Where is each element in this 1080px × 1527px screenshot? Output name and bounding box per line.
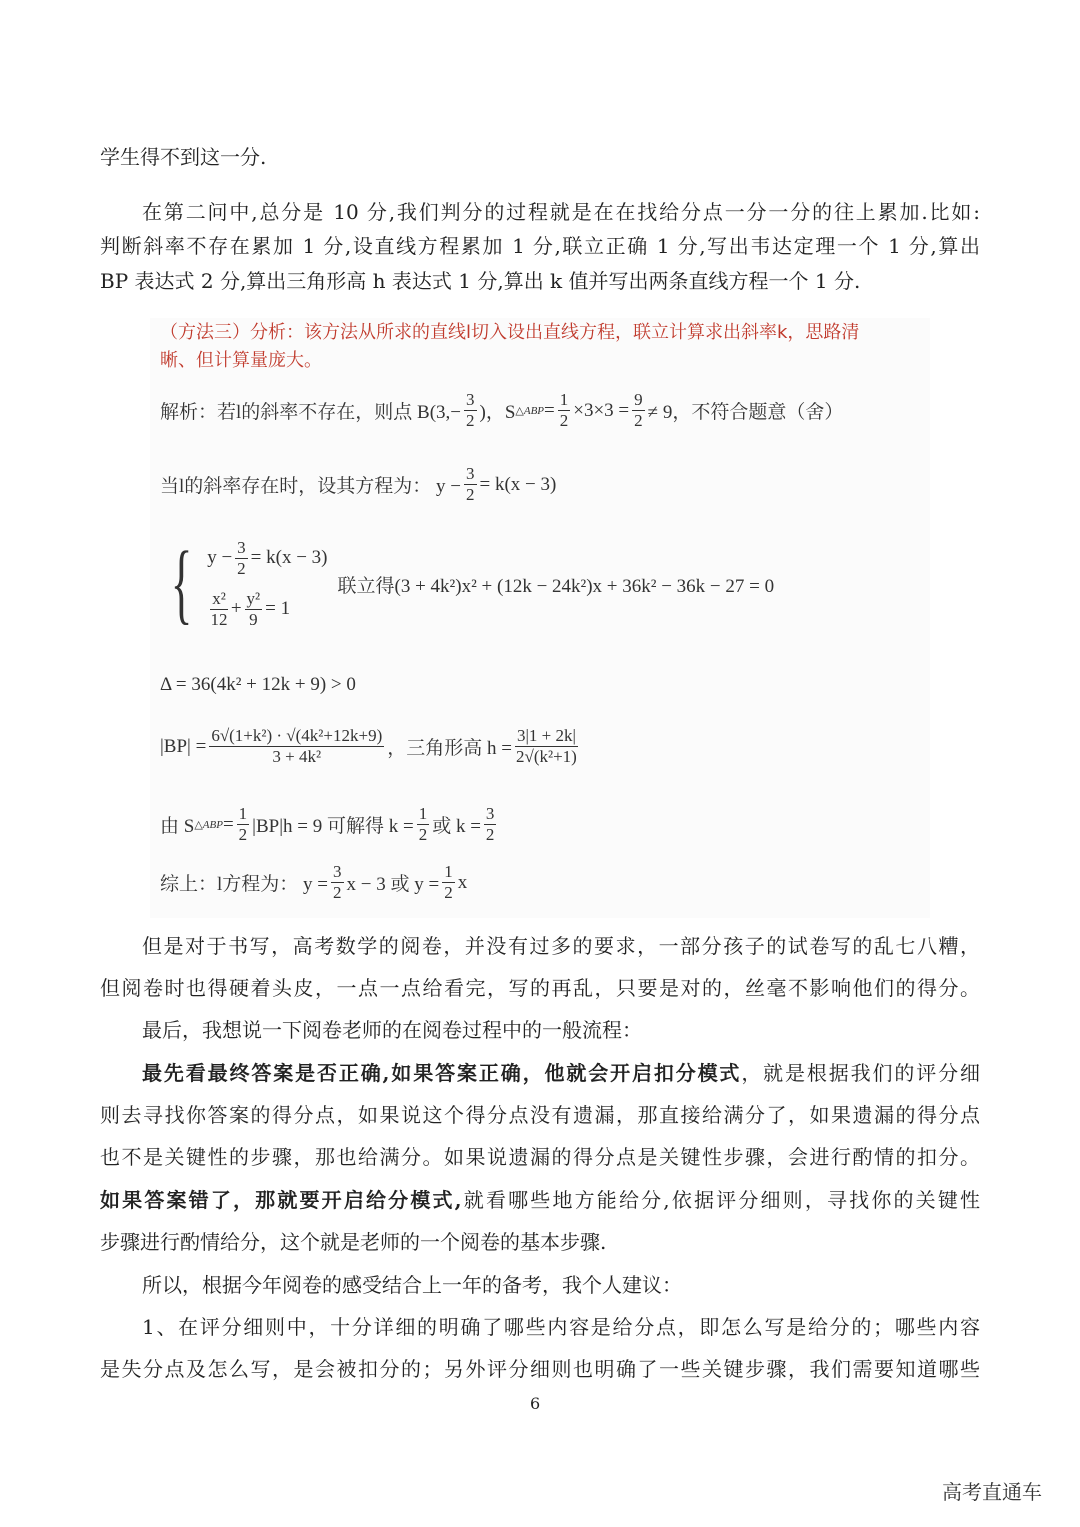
math-line [160, 862, 467, 903]
paragraph-line: 但是对于书写，高考数学的阅卷，并没有过多的要求，一部分孩子的试卷写的乱七八糟， [142, 934, 980, 958]
denominator: 2 [466, 485, 475, 504]
numerator: 9 [634, 390, 643, 409]
paragraph-line: 但阅卷时也得硬着头皮，一点一点给看完，写的再乱，只要是对的，丝毫不影响他们的得分。 [100, 976, 980, 1000]
numerator: 1 [559, 390, 569, 409]
fraction [484, 804, 497, 845]
fraction [464, 390, 477, 431]
math-text: x [457, 871, 468, 893]
paragraph-line: 则去寻找你答案的得分点，如果说这个得分点没有遗漏，那直接给满分了，如果遗漏的得分点 [100, 1103, 980, 1127]
math-text: 综上：l方程为： y = [160, 874, 328, 895]
math-text: |BP|h = 9 可解得 k = [252, 816, 414, 837]
solution-image [150, 318, 930, 918]
math-text: 联立得(3 + 4k²)x² + (12k − 24k²)x + 36k² − 36k − 27 = 0 [337, 575, 775, 597]
math-text: = 1 [265, 597, 291, 619]
denominator: 2 [485, 825, 495, 844]
numerator: 6√(1+k²) · √(4k²+12k+9) [211, 726, 383, 745]
math-text: = [544, 399, 555, 421]
math-line [160, 804, 499, 845]
numerator: x² [212, 589, 226, 608]
analysis-line: （方法三）分析：该方法从所求的直线l切入设出直线方程，联立计算求出斜率k，思路清 [160, 322, 860, 343]
math-text: )，S [479, 402, 516, 423]
fraction [417, 804, 430, 845]
numerator: 3 [485, 804, 495, 823]
paragraph-line: 如果答案错了，那就要开启给分模式,就看哪些地方能给分,依据评分细则，寻找你的关键性 [100, 1188, 981, 1212]
fraction [558, 390, 571, 431]
fraction [442, 862, 455, 903]
math-text: ≠ 9，不符合题意（舍） [647, 402, 844, 423]
math-line: Δ = 36(4k² + 12k + 9) > 0 [160, 674, 356, 695]
denominator: 2 [418, 825, 428, 844]
subscript: △ABP [515, 405, 545, 417]
numerator: 3 [333, 862, 342, 881]
fraction [464, 464, 477, 505]
math-text: ，三角形高 h = [387, 738, 512, 759]
fraction [245, 589, 263, 630]
numerator: 3 [466, 390, 475, 409]
math-text: ×3×3 = [573, 399, 630, 421]
numerator: 3 [237, 538, 246, 557]
paragraph-line: 是失分点及怎么写，是会被扣分的；另外评分细则也明确了一些关键步骤，我们需要知道哪些 [100, 1357, 980, 1381]
denominator: 2 [444, 883, 453, 902]
paragraph-line: 学生得不到这一分. [100, 145, 267, 169]
paragraph-line: 1、在评分细则中，十分详细的明确了哪些内容是给分点，即怎么写是给分的；哪些内容 [142, 1315, 980, 1339]
fraction [210, 589, 228, 630]
denominator: 2 [237, 559, 246, 578]
math-text: 当l的斜率存在时，设其方程为： y − [160, 476, 461, 497]
paragraph-line: 最后，我想说一下阅卷老师的在阅卷过程中的一般流程： [142, 1018, 642, 1042]
denominator: 2 [559, 411, 569, 430]
math-line [160, 464, 556, 505]
math-text: 由 S [160, 816, 195, 837]
fraction [237, 804, 250, 845]
numerator: 1 [444, 862, 453, 881]
denominator: 2√(k²+1) [515, 747, 577, 766]
denominator: 2 [333, 883, 342, 902]
math-text: + [230, 597, 242, 619]
math-text: 或 k = [432, 816, 481, 837]
denominator: 2 [238, 825, 248, 844]
denominator: 2 [466, 411, 475, 430]
math-text: 解析：若l的斜率不存在，则点 B(3,− [160, 402, 461, 423]
denominator: 2 [634, 411, 643, 430]
paragraph-line: 所以，根据今年阅卷的感受结合上一年的备考，我个人建议： [142, 1273, 682, 1297]
paragraph-line: 判断斜率不存在累加 1 分,设直线方程累加 1 分,联立正确 1 分,写出韦达定理一个 1 分,算出 [100, 234, 980, 258]
math-line [160, 390, 843, 431]
math-text: x − 3 或 y = [346, 874, 440, 895]
equation-system [160, 534, 775, 633]
numerator: 3|1 + 2k| [516, 726, 576, 745]
math-text: |BP| = [160, 735, 207, 757]
numerator: 3 [466, 464, 475, 483]
fraction [515, 726, 578, 767]
numerator: y² [246, 589, 261, 608]
paragraph-line: 也不是关键性的步骤，那也给满分。如果说遗漏的得分点是关键性步骤，会进行酌情的扣分。 [100, 1145, 980, 1169]
denominator: 9 [249, 610, 258, 629]
fraction [632, 390, 645, 431]
math-text: = [222, 813, 234, 835]
brace-symbol: { [170, 534, 193, 633]
math-text: = k(x − 3) [479, 473, 557, 495]
paragraph-line: 在第二问中,总分是 10 分,我们判分的过程就是在在找给分点一分一分的往上累加.比如: [142, 200, 980, 224]
denominator: 3 + 4k² [272, 747, 322, 766]
page-number: 6 [530, 1394, 541, 1413]
numerator: 1 [418, 804, 428, 823]
paragraph-line: 最先看最终答案是否正确,如果答案正确，他就会开启扣分模式，就是根据我们的评分细 [142, 1061, 981, 1085]
subscript: △ABP [194, 819, 223, 831]
math-line [160, 726, 581, 767]
watermark: 高考直通车 [942, 1480, 1042, 1504]
math-text: y − [207, 546, 233, 568]
fraction [209, 726, 384, 767]
paragraph-line: 步骤进行酌情给分，这个就是老师的一个阅卷的基本步骤. [100, 1230, 607, 1254]
math-text: = k(x − 3) [250, 546, 328, 568]
fraction [331, 862, 344, 903]
analysis-line: 晰、但计算量庞大。 [160, 350, 322, 371]
fraction [235, 538, 248, 579]
denominator: 12 [210, 610, 228, 629]
paragraph-line: BP 表达式 2 分,算出三角形高 h 表达式 1 分,算出 k 值并写出两条直线方程一个 1 分. [100, 269, 861, 293]
numerator: 1 [238, 804, 248, 823]
